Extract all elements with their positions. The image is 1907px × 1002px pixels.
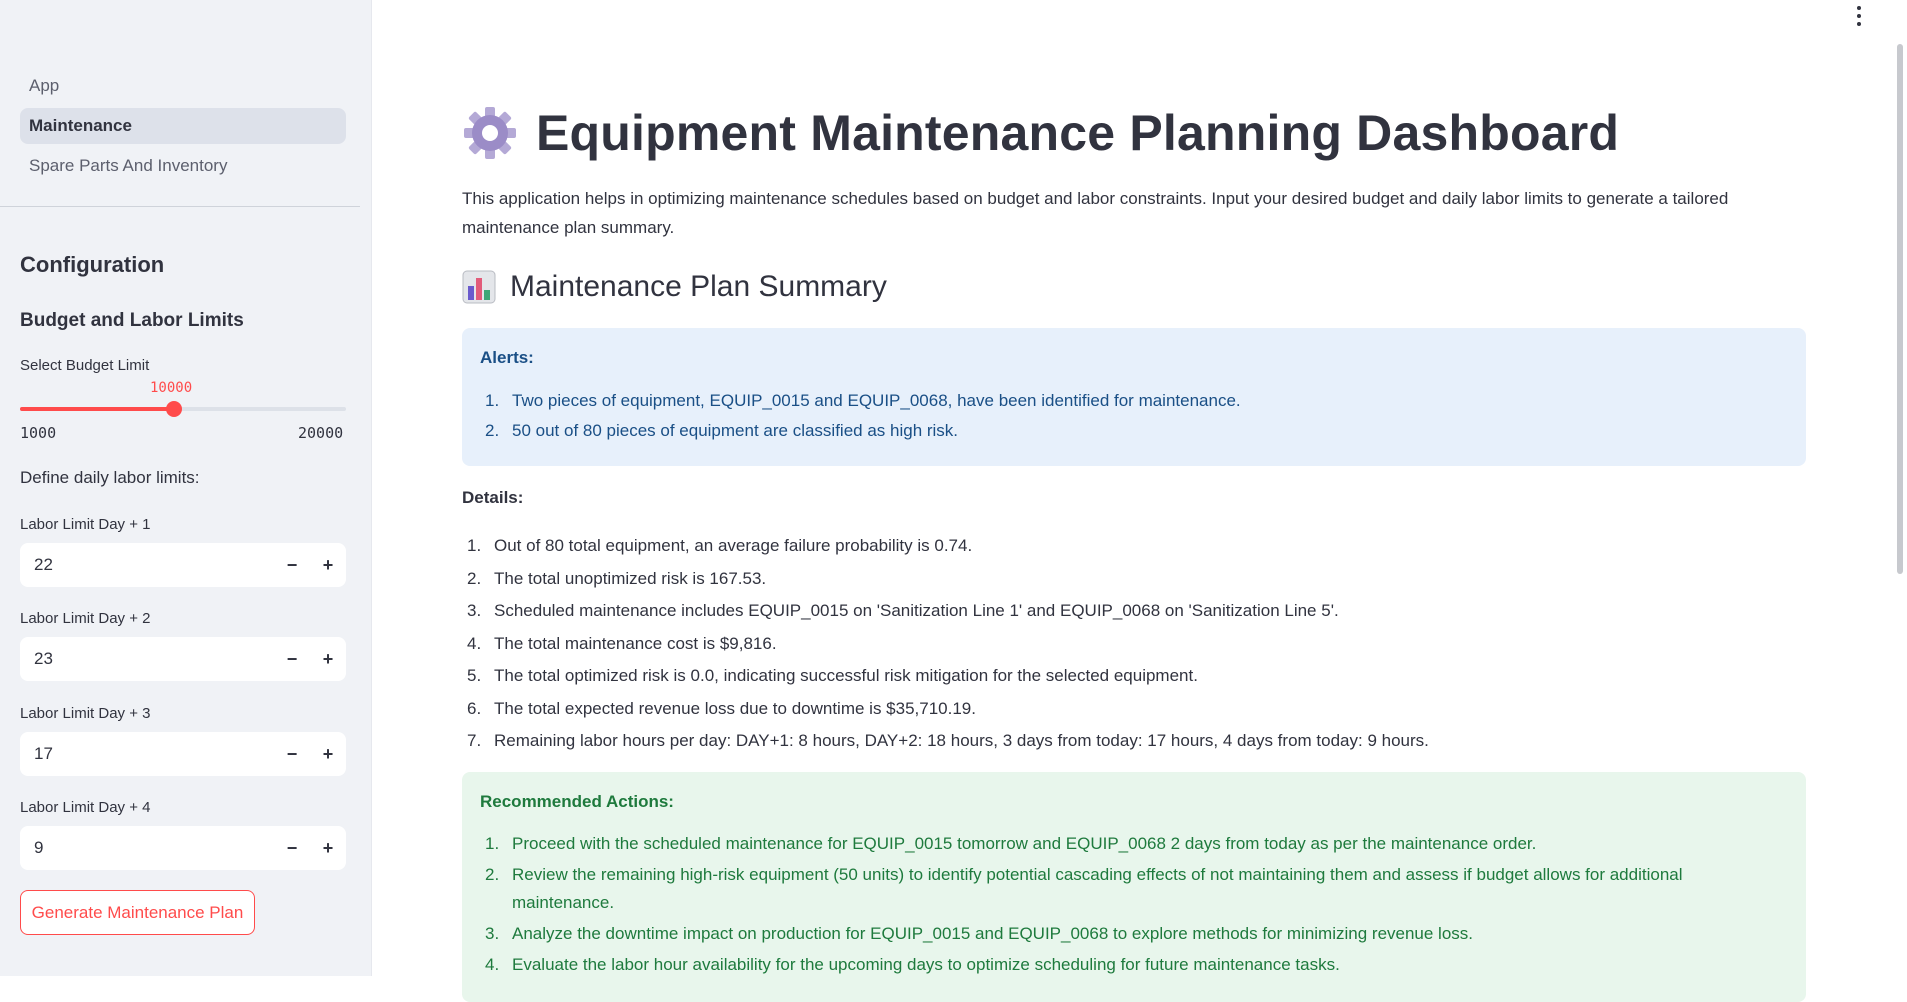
decrement-button[interactable]: − <box>286 555 298 575</box>
sidebar-item-maintenance[interactable]: Maintenance <box>20 108 346 144</box>
list-item: 3. Scheduled maintenance includes EQUIP_0015 on 'Sanitization Line 1' and EQUIP_0068 on 'Sanitization Line 5'. <box>467 601 1339 620</box>
page-title-text: Equipment Maintenance Planning Dashboard <box>536 105 1620 161</box>
sidebar-nav <box>20 68 346 188</box>
configuration-title: Configuration <box>20 252 165 277</box>
recommended-actions-list <box>480 830 1788 979</box>
list-item: 4. The total maintenance cost is $9,816. <box>467 633 777 653</box>
scrollbar[interactable] <box>1897 44 1903 574</box>
labor-limit-value-2[interactable]: 23 <box>34 649 53 668</box>
budget-slider-label: Select Budget Limit <box>20 357 150 374</box>
sidebar-item-app[interactable]: App <box>29 76 60 95</box>
labor-limit-value-4[interactable]: 9 <box>34 838 44 857</box>
summary-heading <box>462 270 887 304</box>
labor-limit-label-4: Labor Limit Day + 4 <box>20 799 151 816</box>
list-item: 7. Remaining labor hours per day: DAY+1: 8 hours, DAY+2: 18 hours, 3 days from today: 17 hours, 4 days from today: 9 hours. <box>467 731 1429 750</box>
list-item: 2. 50 out of 80 pieces of equipment are classified as high risk. <box>485 421 959 440</box>
increment-button[interactable]: + <box>322 744 334 764</box>
budget-slider-min: 1000 <box>20 424 57 442</box>
details-list <box>462 530 1806 758</box>
labor-limit-value-3[interactable]: 17 <box>34 744 53 763</box>
labor-limit-input-2[interactable] <box>20 637 346 681</box>
budget-slider-max: 20000 <box>298 424 344 442</box>
recommended-actions-box <box>462 772 1806 1002</box>
sidebar <box>0 0 372 976</box>
list-item: 2. Review the remaining high-risk equipment (50 units) to identify potential cascading effects of not maintaining them and assess if budget allows for additional maintenance. <box>485 865 1683 912</box>
labor-limit-input-1[interactable] <box>20 543 346 587</box>
decrement-button[interactable]: − <box>286 649 298 669</box>
recommended-actions-title: Recommended Actions: <box>480 792 674 811</box>
increment-button[interactable]: + <box>322 649 334 669</box>
budget-slider-thumb[interactable] <box>166 401 182 417</box>
budget-slider-value: 10000 <box>150 380 193 396</box>
list-item: 2. The total unoptimized risk is 167.53. <box>467 568 767 588</box>
list-item: 4. Evaluate the labor hour availability for the upcoming days to optimize scheduling for future maintenance tasks. <box>485 955 1340 974</box>
decrement-button[interactable]: − <box>286 744 298 764</box>
sidebar-divider <box>0 206 360 207</box>
bar-chart-icon <box>462 270 496 304</box>
increment-button[interactable]: + <box>322 555 334 575</box>
labor-limit-input-4[interactable] <box>20 826 346 870</box>
alerts-box <box>462 328 1806 466</box>
budget-slider[interactable] <box>20 407 346 411</box>
list-item: 1. Proceed with the scheduled maintenance for EQUIP_0015 tomorrow and EQUIP_0068 2 days from today as per the maintenance order. <box>485 834 1537 853</box>
more-vertical-icon[interactable] <box>1855 6 1863 26</box>
decrement-button[interactable]: − <box>286 838 298 858</box>
labor-limit-value-1[interactable]: 22 <box>34 555 53 574</box>
alerts-title: Alerts: <box>480 348 534 367</box>
labor-limits-heading: Define daily labor limits: <box>20 468 200 487</box>
alerts-list <box>480 386 1788 446</box>
list-item: 6. The total expected revenue loss due to downtime is $35,710.19. <box>467 698 976 718</box>
labor-limit-label-3: Labor Limit Day + 3 <box>20 705 151 722</box>
intro-text: This application helps in optimizing maintenance schedules based on budget and labor constraints. Input your desired budget and daily labor limits to generate a tailored maintenance plan summary. <box>462 189 1729 237</box>
budget-labor-heading: Budget and Labor Limits <box>20 310 244 331</box>
details-title: Details: <box>462 488 524 507</box>
budget-slider-fill <box>20 407 174 411</box>
labor-limit-input-3[interactable] <box>20 732 346 776</box>
page-title <box>462 104 1619 162</box>
list-item: 1. Out of 80 total equipment, an average failure probability is 0.74. <box>467 536 973 555</box>
list-item: 5. The total optimized risk is 0.0, indicating successful risk mitigation for the selected equipment. <box>467 666 1198 685</box>
increment-button[interactable]: + <box>322 838 334 858</box>
sidebar-item-spare-parts[interactable]: Spare Parts And Inventory <box>29 156 228 175</box>
summary-heading-text: Maintenance Plan Summary <box>510 270 887 303</box>
list-item: 1. Two pieces of equipment, EQUIP_0015 and EQUIP_0068, have been identified for maintenance. <box>485 391 1241 410</box>
labor-limit-label-2: Labor Limit Day + 2 <box>20 610 151 627</box>
labor-limit-label-1: Labor Limit Day + 1 <box>20 516 151 533</box>
list-item: 3. Analyze the downtime impact on production for EQUIP_0015 and EQUIP_0068 to explore methods for minimizing revenue loss. <box>485 924 1474 943</box>
generate-maintenance-plan-button[interactable]: Generate Maintenance Plan <box>20 890 255 935</box>
gear-icon <box>462 105 518 161</box>
